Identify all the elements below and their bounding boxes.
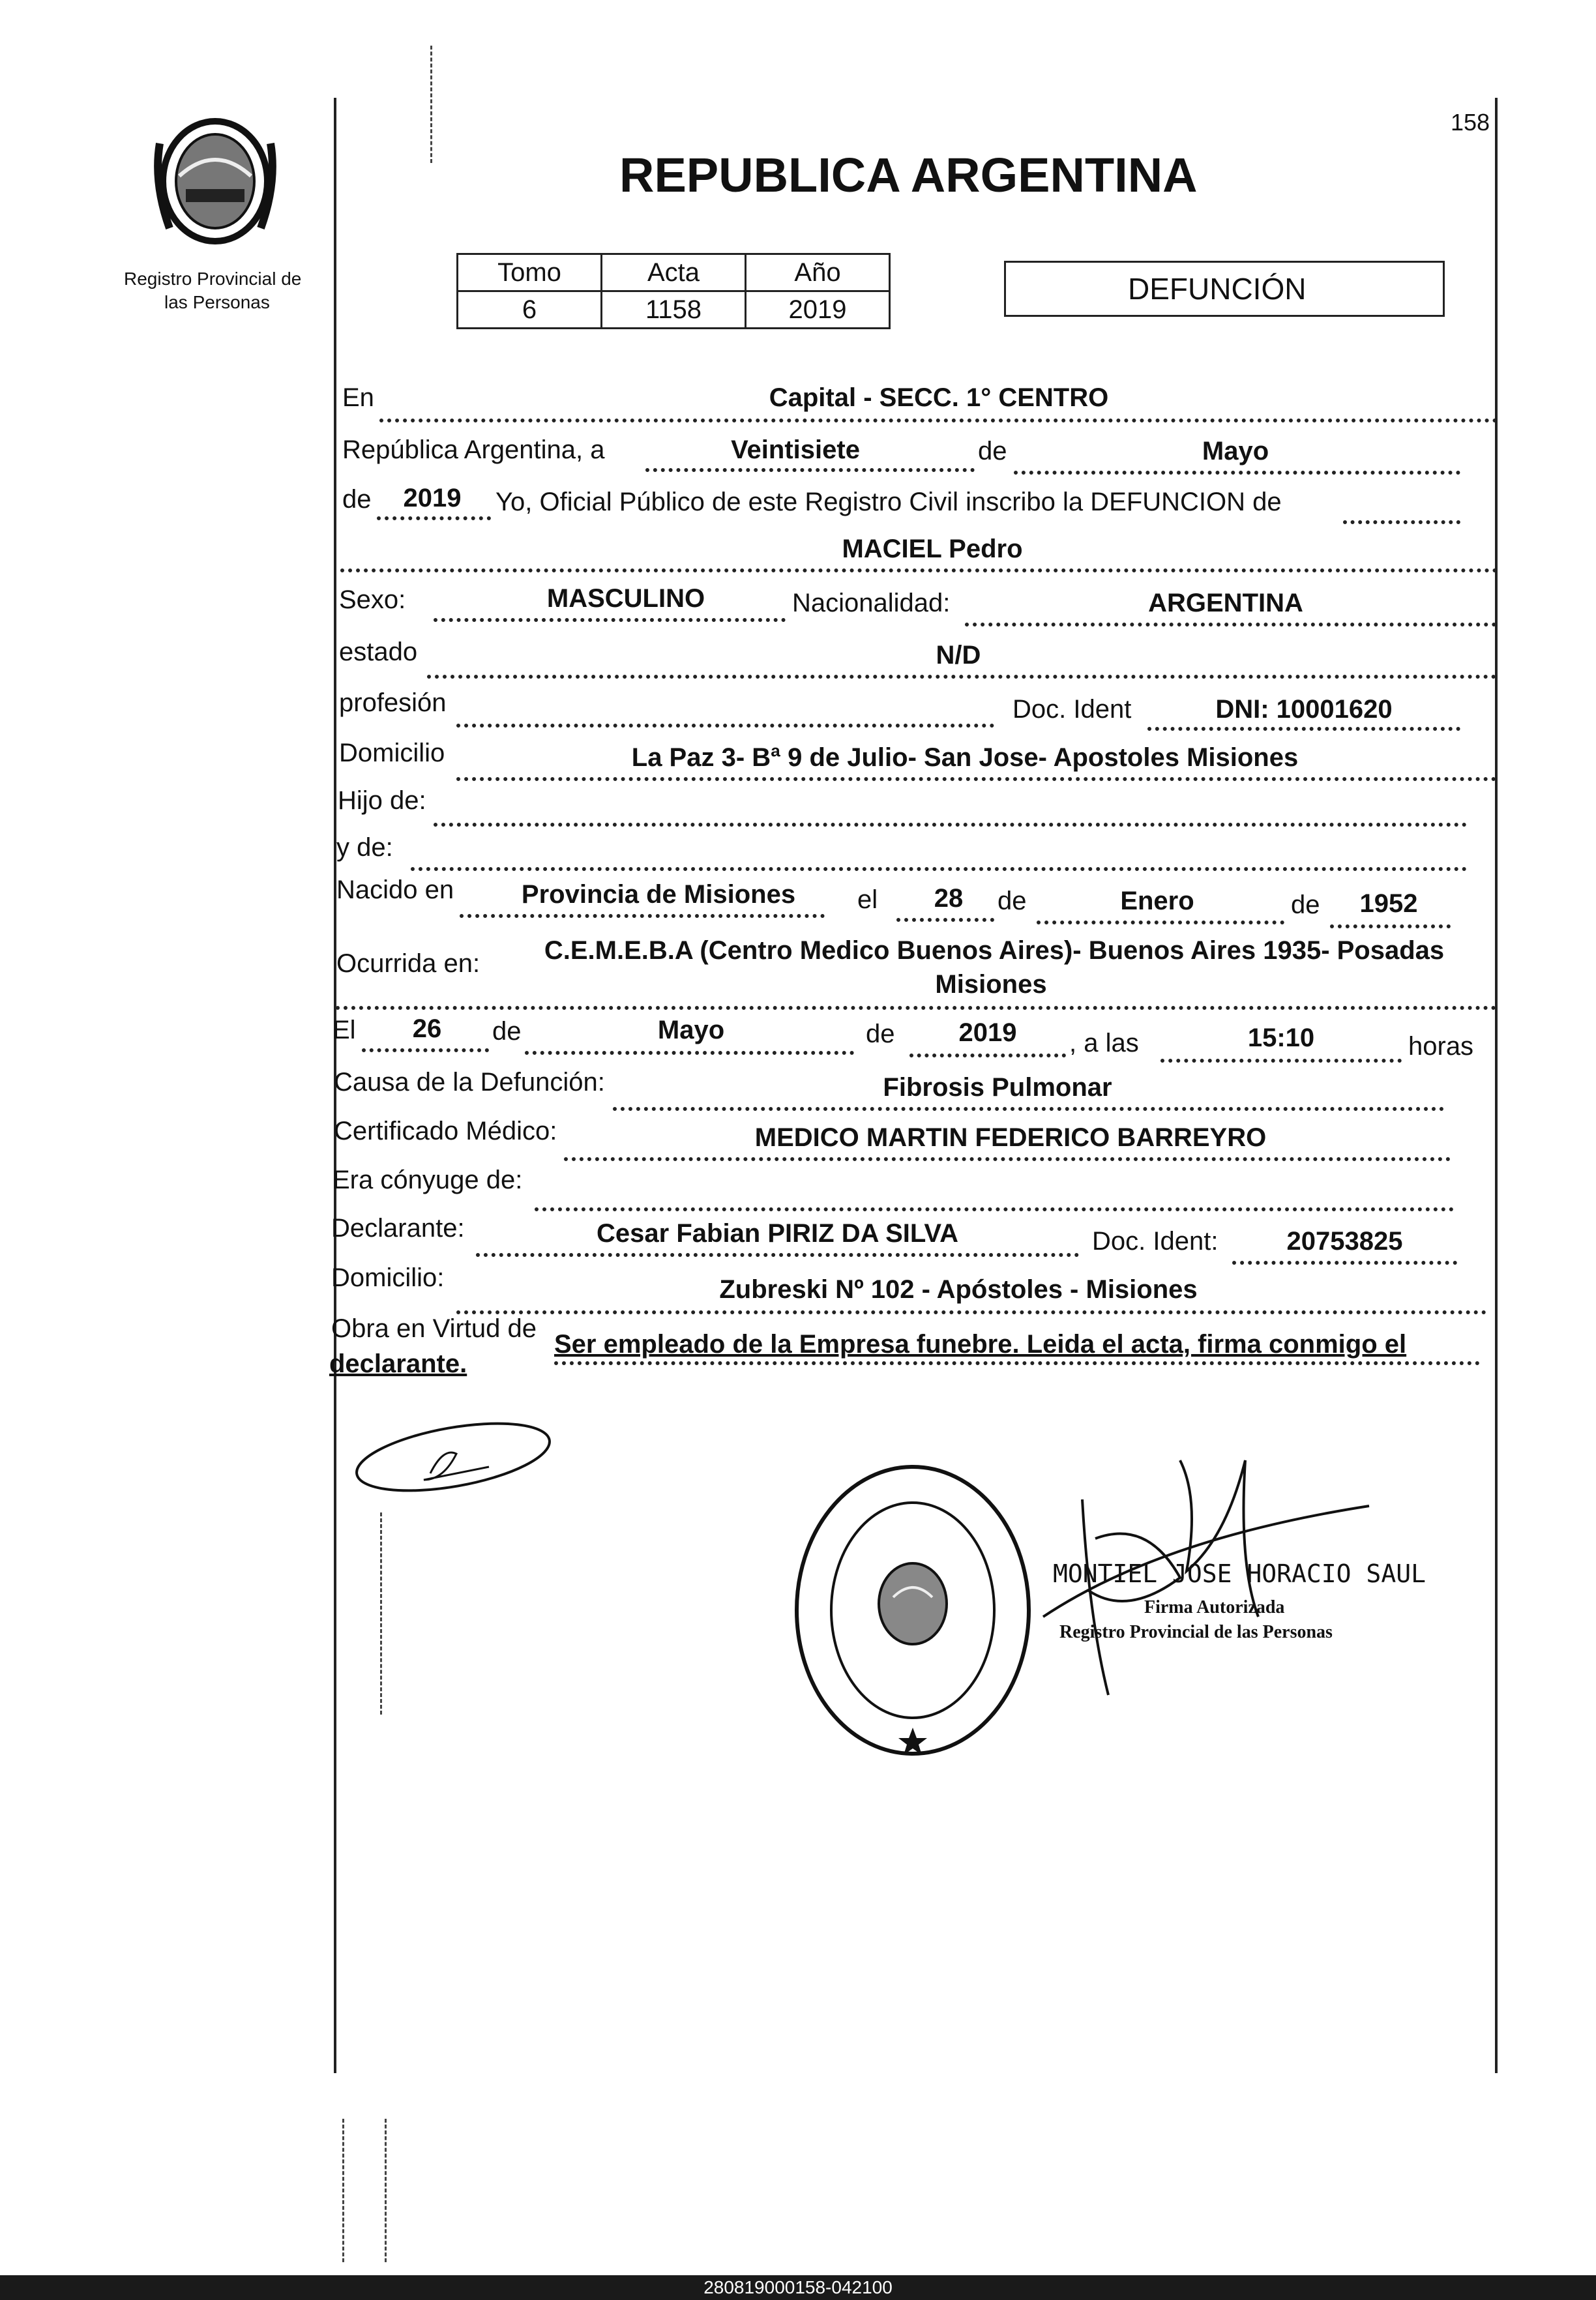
dotted-line [456,1310,1486,1314]
dotted-line [909,1054,1066,1057]
dotted-line [434,618,786,622]
ocurrida-label: Ocurrida en: [336,949,480,978]
birth-year-value: 1952 [1359,889,1418,918]
dotted-line [896,918,994,922]
page-number: 158 [1451,109,1490,136]
doc-ident-value: DNI: 10001620 [1215,695,1393,724]
nacido-value: Provincia de Misiones [521,880,796,909]
scan-speck-line [342,2119,344,2262]
el-label: el [857,885,878,914]
de-label: de [1291,891,1320,919]
table-value-ano: 2019 [746,291,890,329]
year-value: 2019 [403,484,462,512]
conyuge-label: Era cónyuge de: [332,1166,523,1194]
estado-value: N/D [936,641,981,670]
dotted-line [1343,520,1460,524]
country-title: REPUBLICA ARGENTINA [619,148,1198,202]
dotted-line [460,914,825,918]
dotted-line [535,1207,1454,1211]
de-label: de [998,887,1027,915]
hijo-label: Hijo de: [338,786,426,815]
scan-speck-line [430,46,432,163]
scan-speck-line [380,1512,382,1715]
dotted-line [1330,924,1451,928]
dotted-line [1232,1261,1457,1265]
obra-value-line2: declarante. [329,1349,467,1378]
obra-value-line1: Ser empleado de la Empresa funebre. Leida el acta, firma conmigo el [554,1330,1407,1359]
declarante-value: Cesar Fabian PIRIZ DA SILVA [597,1219,958,1248]
day-text-value: Veintisiete [731,435,860,464]
registry-name-line2: las Personas [164,292,270,312]
death-year-value: 2019 [958,1018,1017,1047]
nacionalidad-value: ARGENTINA [1148,589,1303,617]
province-seal-logo [140,104,290,254]
registry-table [456,253,891,329]
profesion-label: profesión [339,688,447,717]
declarante-dom-label: Domicilio: [331,1263,445,1292]
statement-text: Yo, Oficial Público de este Registro Civil inscribo la DEFUNCION de [495,488,1282,516]
dotted-line [411,867,1467,871]
dotted-line [525,1051,854,1055]
de-label: de [492,1017,522,1046]
dotted-line [476,1253,1079,1257]
table-value-tomo: 6 [458,291,602,329]
death-day-value: 26 [412,1014,442,1043]
deceased-name-value: MACIEL Pedro [842,535,1023,563]
scan-speck-line [385,2119,387,2262]
dotted-line [645,468,975,472]
nacido-label: Nacido en [336,876,454,904]
month-text-value: Mayo [1202,437,1269,465]
dotted-line [1147,727,1460,731]
birth-day-value: 28 [934,884,964,913]
dotted-line [379,419,1498,422]
de-label: de [978,437,1007,465]
declarant-signature [346,1408,561,1512]
birth-month-value: Enero [1120,887,1194,915]
causa-label: Causa de la Defunción: [334,1068,605,1097]
dotted-line [377,516,491,520]
dotted-line [564,1157,1451,1161]
dotted-line [362,1048,489,1052]
dotted-line [554,1361,1480,1365]
y-de-label: y de: [336,833,393,862]
dotted-line [340,568,1498,572]
dotted-line [336,1006,1496,1010]
death-time-value: 15:10 [1247,1024,1315,1052]
death-month-value: Mayo [657,1016,725,1044]
horas-label: horas [1408,1032,1474,1061]
table-value-acta: 1158 [602,291,746,329]
registry-name-line1: Registro Provincial de [124,269,302,289]
table-header-acta: Acta [602,254,746,291]
table-header-tomo: Tomo [458,254,602,291]
en-label: En [342,383,374,412]
declarante-doc-value: 20753825 [1286,1227,1403,1256]
doc-ident-label: Doc. Ident [1012,695,1132,724]
nacionalidad-label: Nacionalidad: [792,589,951,617]
estado-label: estado [339,638,418,666]
dotted-line [1037,921,1284,924]
dotted-line [456,777,1496,781]
declarante-dom-value: Zubreski Nº 102 - Apóstoles - Misiones [719,1275,1198,1304]
ocurrida-value-line1: C.E.M.E.B.A (Centro Medico Buenos Aires)- Buenos Aires 1935- Posadas [544,936,1445,965]
certificado-label: Certificado Médico: [334,1117,557,1145]
table-header-ano: Año [746,254,890,291]
place-value: Capital - SECC. 1° CENTRO [769,383,1109,412]
causa-value: Fibrosis Pulmonar [883,1073,1112,1102]
obra-label: Obra en Virtud de [331,1314,537,1343]
certificado-value: MEDICO MARTIN FEDERICO BARREYRO [754,1123,1267,1152]
dotted-line [1160,1059,1402,1063]
dotted-line [434,823,1467,827]
de-label: de [342,485,372,514]
el-cap-label: El [332,1016,356,1044]
dotted-line [1014,471,1460,475]
sexo-value: MASCULINO [546,584,705,613]
official-stamp [789,1460,1037,1760]
dotted-line [965,623,1496,627]
signature-title: Firma Autorizada [1144,1597,1285,1617]
declarante-label: Declarante: [331,1214,465,1243]
dotted-line [613,1107,1444,1111]
footer-barcode-text: 280819000158-042100 [0,2275,1596,2300]
domicilio-label: Domicilio [339,739,445,767]
republica-label: República Argentina, a [342,435,605,464]
ocurrida-value-line2: Misiones [935,970,1047,999]
right-margin-line [1495,98,1498,2073]
declarante-doc-label: Doc. Ident: [1092,1227,1219,1256]
dotted-line [456,724,994,728]
dotted-line [427,675,1496,679]
domicilio-value: La Paz 3- Bª 9 de Julio- San Jose- Apostoles Misiones [631,743,1299,772]
act-type-label: DEFUNCIÓN [1128,272,1307,306]
sexo-label: Sexo: [339,585,406,614]
signature-office: Registro Provincial de las Personas [1059,1622,1333,1642]
de-label: de [866,1020,895,1048]
a-las-label: , a las [1069,1029,1139,1057]
signature-name: MONTIEL JOSE HORACIO SAUL [1053,1559,1426,1588]
